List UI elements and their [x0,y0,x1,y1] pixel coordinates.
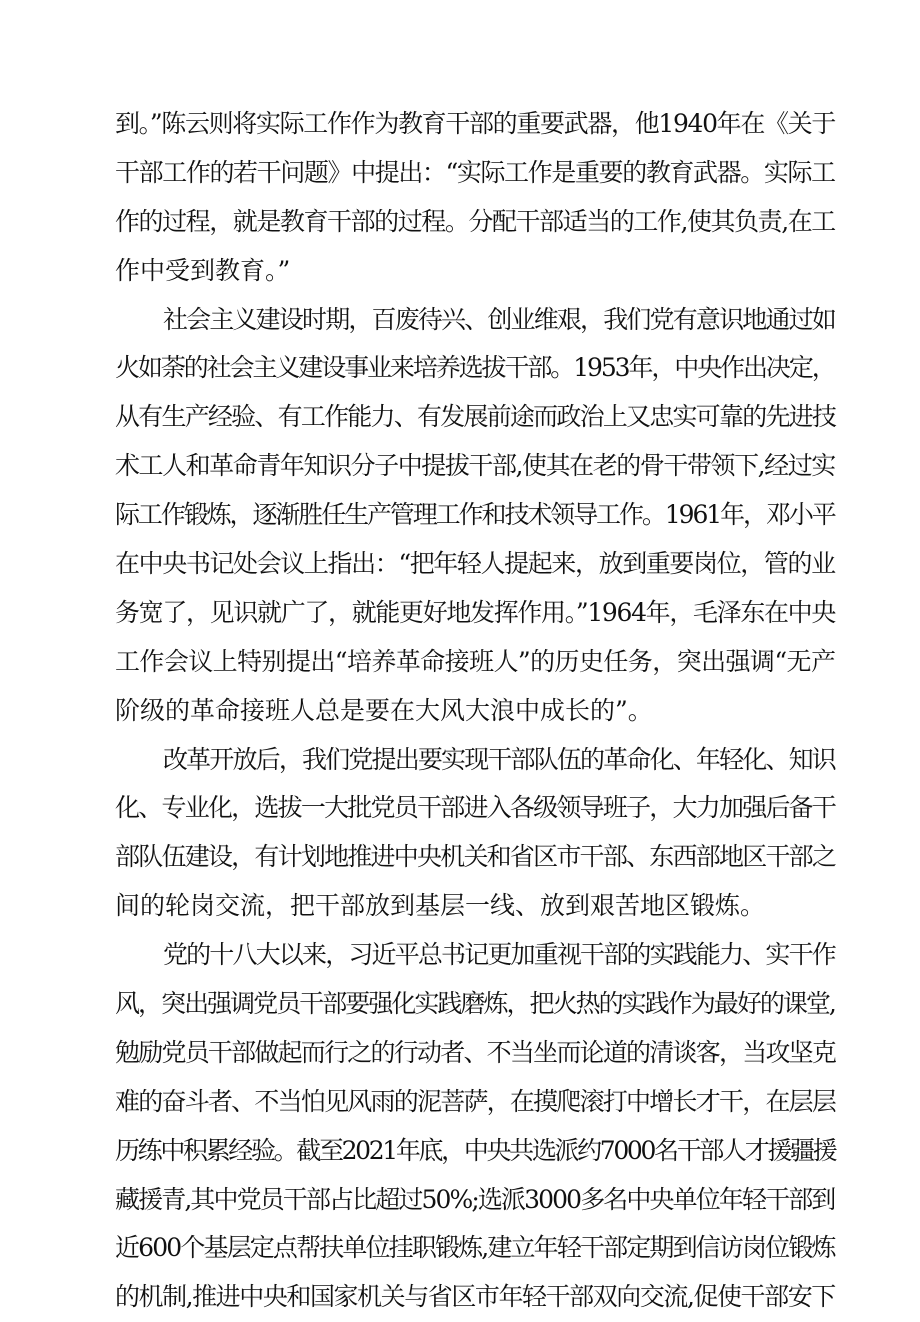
text-line: 作的过程，就是教育干部的过程。分配干部适当的工作,使其负责,在工 [115,206,835,236]
text-line: 风，突出强调党员干部要强化实践磨炼，把火热的实践作为最好的课堂, [115,989,835,1019]
text-line: 术工人和革命青年知识分子中提拔干部,使其在老的骨干带领下,经过实 [115,451,835,481]
text-line: 工作会议上特别提出“培养革命接班人”的历史任务，突出强调“无产 [115,646,836,676]
text-line: 历练中积累经验。截至2021年底，中央共选派约7000名干部人才援疆援 [115,1135,836,1165]
text-line: 干部工作的若干问题》中提出：“实际工作是重要的教育武器。实际工 [115,157,835,187]
text-line: 化、专业化，选拔一大批党员干部进入各级领导班子，大力加强后备干 [115,793,836,823]
text-line: 间的轮岗交流，把干部放到基层一线、放到艰苦地区锻炼。 [115,891,766,921]
text-line: 阶级的革命接班人总是要在大风大浪中成长的”。 [115,695,653,725]
paragraph [115,736,835,932]
text-line: 党的十八大以来，习近平总书记更加重视干部的实践能力、实干作 [163,940,835,970]
paragraph [115,296,835,736]
text-line: 难的奋斗者、不当怕见风雨的泥菩萨，在摸爬滚打中增长才干，在层层 [115,1086,836,1116]
paragraph [115,931,835,1322]
document-body [115,100,835,1322]
text-line: 部队伍建设，有计划地推进中央机关和省区市干部、东西部地区干部之 [115,842,836,872]
text-line: 藏援青,其中党员干部占比超过50%;选派3000多名中央单位年轻干部到 [115,1184,835,1214]
text-line: 改革开放后，我们党提出要实现干部队伍的革命化、年轻化、知识 [163,744,835,774]
text-line: 作中受到教育。” [115,255,291,285]
text-line: 近600个基层定点帮扶单位挂职锻炼,建立年轻干部定期到信访岗位锻炼 [115,1233,835,1263]
text-line: 的机制,推进中央和国家机关与省区市年轻干部双向交流,促使干部安下 [115,1282,835,1312]
text-line: 际工作锻炼，逐渐胜任生产管理工作和技术领导工作。1961年，邓小平 [115,500,835,530]
paragraph [115,100,835,296]
text-line: 火如荼的社会主义建设事业来培养选拔干部。1953年，中央作出决定， [115,353,835,383]
text-line: 务宽了，见识就广了，就能更好地发挥作用。”1964年，毛泽东在中央 [115,597,836,627]
text-line: 社会主义建设时期，百废待兴、创业维艰，我们党有意识地通过如 [163,304,835,334]
text-line: 到。”陈云则将实际工作作为教育干部的重要武器，他1940年在《关于 [115,109,836,138]
text-line: 勉励党员干部做起而行之的行动者、不当坐而论道的清谈客，当攻坚克 [115,1037,836,1067]
text-line: 在中央书记处会议上指出：“把年轻人提起来，放到重要岗位，管的业 [115,549,835,579]
text-line: 从有生产经验、有工作能力、有发展前途而政治上又忠实可靠的先进技 [115,402,836,432]
